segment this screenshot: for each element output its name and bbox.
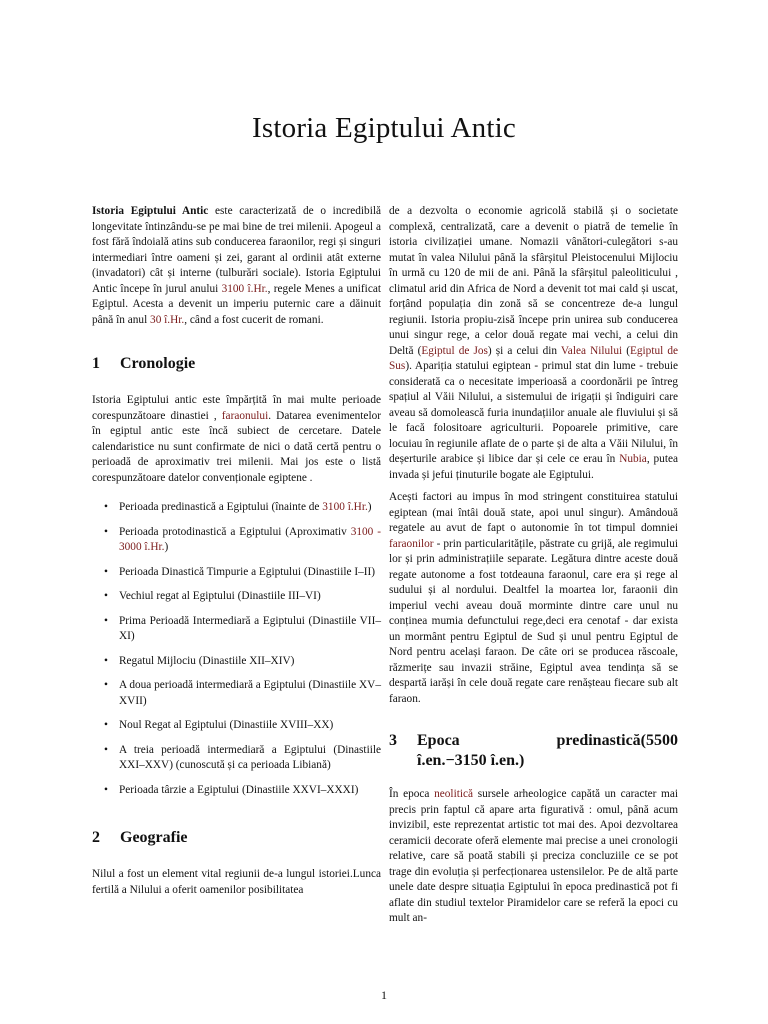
section-heading-cronologie [92, 354, 381, 374]
link-faraonului[interactable]: faraonului [221, 409, 269, 422]
list-item-text: ) [164, 541, 169, 553]
list-item: • Noul Regat al Egiptului (Dinastiile XVIII–XX) [104, 718, 381, 734]
intro-bold: Istoria Egiptului Antic [92, 205, 209, 217]
link-3100[interactable]: 3100 î.Hr. [221, 282, 268, 295]
list-item: • Perioada târzie a Egiptului (Dinastiile XXVI–XXXI) [104, 783, 381, 799]
intro-text: , când a fost cucerit de romani. [184, 313, 324, 326]
list-item-text: Perioada protodinastică a Egiptului (Aproximativ [119, 525, 351, 538]
section-number: 2 [92, 829, 100, 846]
section-title: î.en.−3150 î.en.) [417, 752, 525, 769]
page-title: Istoria Egiptului Antic [252, 112, 516, 144]
intro-paragraph [92, 204, 381, 328]
list-item [104, 500, 381, 516]
section-heading-geografie [92, 828, 381, 848]
cronologie-paragraph [92, 393, 381, 486]
paragraph-text: sursele arheologice capătă un caracter mai precis prin faptul că apare arta figurativă : omul, până acum invizibil, este reprezentat artistic tot mai des. Apoi dezvoltarea ceramicii decorate oferă elemente mai precise a unei cronologii relative, care să poată stabili și preciza concluziile ce se pot trage din evoluția și perfecționarea ustensilelor. Pe de altă parte unele date despre situația Egiptului în epoca predinastică pot fi aflate din studiul textelor Piramidelor care se referă la epoci cu mult an- [389, 788, 678, 924]
paragraph-text: de a dezvolta o economie agricolă stabilă și o societate complexă, centralizată, care a devenit o piatră de temelie în istoria civilizației umane. Nomazii vânători-culegători s-au mutat în valea Nilului până la sfârșitul Pleistocenului Mijlociu în urmă cu 120 de mii de ani. Până la sfârșitul paleoliticului , climatul arid din Africa de Nord a devenit tot mai cald și uscat, forțând populația din zonă să se concentreze de-a lungul regiunii. Istoria propiu-zisă începe prin unirea sub conducerea unui singur rege, a celor două regate mai vechi, a celui din Deltă ( [389, 205, 678, 357]
link-30[interactable]: 30 î.Hr. [150, 313, 185, 326]
geografie-continued-paragraph [389, 204, 678, 483]
section-title: predinastică(5500 [556, 732, 678, 749]
paragraph-text: În epoca [389, 788, 435, 800]
list-item: • Perioada Dinastică Timpurie a Egiptului (Dinastiile I–II) [104, 565, 381, 581]
list-item-text: ) [367, 501, 372, 513]
link-3100[interactable]: 3100 î.Hr. [322, 501, 368, 513]
list-item: • Vechiul regat al Egiptului (Dinastiile III–VI) [104, 589, 381, 605]
right-column [389, 204, 678, 934]
list-item [104, 525, 381, 556]
epoca-paragraph [389, 787, 678, 927]
left-column [92, 204, 381, 905]
list-item-text: Perioada predinastică a Egiptului (înainte de [119, 501, 323, 513]
paragraph-text: . Datarea evenimentelor în egiptul antic este încă subiect de cercetare. Datele calendaristice nu sunt confirmate de nici o dată certă pentru o perioadă de aproximativ trei milenii. Mai jos este o listă corespunzătoare datelor convenționale egiptene . [92, 409, 381, 484]
link-valea-nilului[interactable]: Valea Nilului [560, 344, 623, 357]
paragraph-text: Acești factori au impus în mod stringent constituirea statului egiptean (mai întâi două state, apoi unul singur). Amândouă regatele au avut de fapt o autonomie în tot timpul domniei [389, 491, 678, 534]
section-title: Cronologie [120, 355, 196, 372]
section-number: 1 [92, 355, 100, 372]
link-neolitica[interactable]: neolitică [434, 788, 474, 800]
link-egiptul-de-jos[interactable]: Egiptul de Jos [421, 344, 488, 357]
paragraph-text: - prin particularitățile, păstrate cu grijă, ale regimului lor și prin administrațiile separate. Legătura dintre aceste două regate autonome a fost totdeauna faraonul, care era și rege al sudului și al nordului. Dealtfel la moartea lor, faraonii din imperiul vechi aveau două morminte dintre care unul nu conținea mumia defunctului rege,deci era cenotaf - dar exista un mormânt pentru Egiptul de Sud și unul pentru Egiptul de Nord pentru același faraon. De câte ori se producea răscoale, răzmerițe sau invazii străine, Egiptul avea tendința să se despartă iarăși în cele două regate care renășteau fiecare sub alt faraon. [389, 537, 678, 705]
period-list [92, 500, 381, 798]
section-title: Epoca [417, 732, 460, 749]
list-item: • Regatul Mijlociu (Dinastiile XII–XIV) [104, 654, 381, 670]
intro-text: , regele Menes a unificat Egiptul. Acesta a devenit un imperiu puternic care a dăinuit până în anul [92, 282, 381, 326]
section-title: Geografie [120, 829, 188, 846]
paragraph-text: Istoria Egiptului antic este împărțită în mai multe perioade corespunzătoare dinastiei , [92, 394, 381, 422]
intro-text: este caracterizată de o incredibilă longevitate întinzându-se pe mai bine de trei milenii. Apogeul a fost fără îndoială atins sub conducerea faraonilor, regi și singuri intermediari între oameni și zei, garant al ordinii atât externe (invadatori) cât și interne (tulburări sociale). Istoria Egiptului Antic începe în jurul anului [92, 205, 381, 295]
link-egiptul-de-sus[interactable]: Egiptul de Sus [389, 344, 679, 372]
link-faraonilor[interactable]: faraonilor [389, 537, 434, 550]
page-number: 1 [381, 988, 387, 1002]
paragraph-text: ( [622, 344, 630, 357]
list-item: • A treia perioadă intermediară a Egiptului (Dinastiile XXI–XXV) (cunoscută și ca perioada Libiană) [104, 743, 381, 774]
link-3100-3000[interactable]: 3100 - 3000 î.Hr. [119, 525, 382, 553]
factors-paragraph [389, 490, 678, 707]
section-heading-epoca-predinastica [389, 731, 678, 771]
list-item: • A doua perioadă intermediară a Egiptului (Dinastiile XV–XVII) [104, 678, 381, 709]
geografie-paragraph: Nilul a fost un element vital regiunii de-a lungul istoriei.Lunca fertilă a Nilului a oferit oamenilor posibilitatea [92, 868, 381, 896]
paragraph-text: , putea invada și jefui ținuturile bogate ale Egiptului. [389, 453, 678, 481]
paragraph-text: ) și a celui din [487, 344, 561, 357]
link-nubia[interactable]: Nubia [619, 453, 647, 465]
section-number: 3 [389, 732, 397, 749]
section-title-line [417, 731, 678, 751]
list-item: • Prima Perioadă Intermediară a Egiptului (Dinastiile VII–XI) [104, 614, 381, 645]
paragraph-text: ). Apariția statului egiptean - primul stat din lume - trebuie considerată ca o necesitate imperioasă a coordonării pe întreg spațiul al Văii Nilului, a sistemului de irigații și îndiguiri care aveau să domolească furia inundațiilor anuale ale fluviului și să le facă folositoare agriculturii. Popoarele primitive, care locuiau în regiunile aflate de o parte și de alta a Văii Nilului, în deșerturile arabice și libice dar și cele ce erau în [389, 360, 678, 465]
